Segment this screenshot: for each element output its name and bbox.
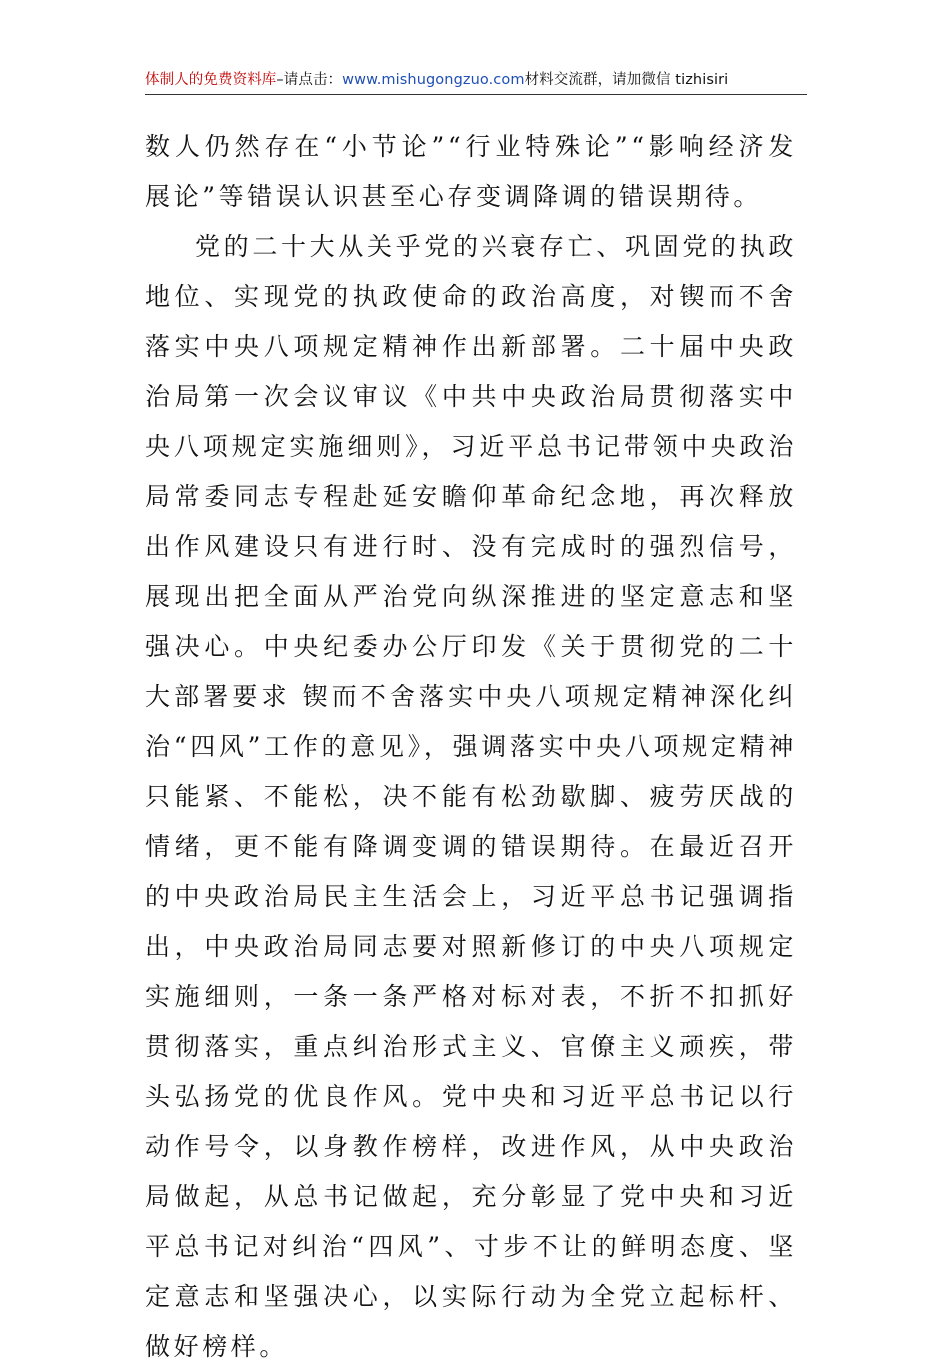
document-body bbox=[145, 122, 797, 1372]
click-prompt: –请点击： bbox=[276, 72, 343, 88]
group-info: 材料交流群，请加微信 tizhisiri bbox=[524, 72, 729, 88]
paragraph-main: 党的二十大从关乎党的兴衰存亡、巩固党的执政地位、实现党的执政使命的政治高度，对锲而不舍落实中央八项规定精神作出新部署。二十届中央政治局第一次会议审议《中共中央政治局贯彻落实中央八项规定实施细则》，习近平总书记带领中央政治局常委同志专程赴延安瞻仰革命纪念地，再次释放出作风建设只有进行时、没有完成时的强烈信号，展现出把全面从严治党向纵深推进的坚定意志和坚强决心。中央纪委办公厅印发《关于贯彻党的二十大部署要求 锲而不舍落实中央八项规定精神深化纠治“四风”工作的意见》，强调落实中央八项规定精神只能紧、不能松，决不能有松劲歇脚、疲劳厌战的情绪，更不能有降调变调的错误期待。在最近召开的中央政治局民主生活会上，习近平总书记强调指出，中央政治局同志要对照新修订的中央八项规定实施细则，一条一条严格对标对表，不折不扣抓好贯彻落实，重点纠治形式主义、官僚主义顽疾，带头弘扬党的优良作风。党中央和习近平总书记以行动作号令，以身教作榜样，改进作风，从中央政治局做起，从总书记做起，充分彰显了党中央和习近平总书记对纠治“四风”、寸步不让的鲜明态度、坚定意志和坚强决心，以实际行动为全党立起标杆、做好榜样。 bbox=[145, 232, 797, 1361]
paragraph-continued: 数人仍然存在“小节论”“行业特殊论”“影响经济发展论”等错误认识甚至心存变调降调的错误期待。 bbox=[145, 132, 797, 211]
site-url-link[interactable]: www.mishugongzuo.com bbox=[342, 72, 525, 88]
site-name: 体制人的免费资料库 bbox=[145, 72, 277, 88]
page-header bbox=[145, 68, 807, 95]
